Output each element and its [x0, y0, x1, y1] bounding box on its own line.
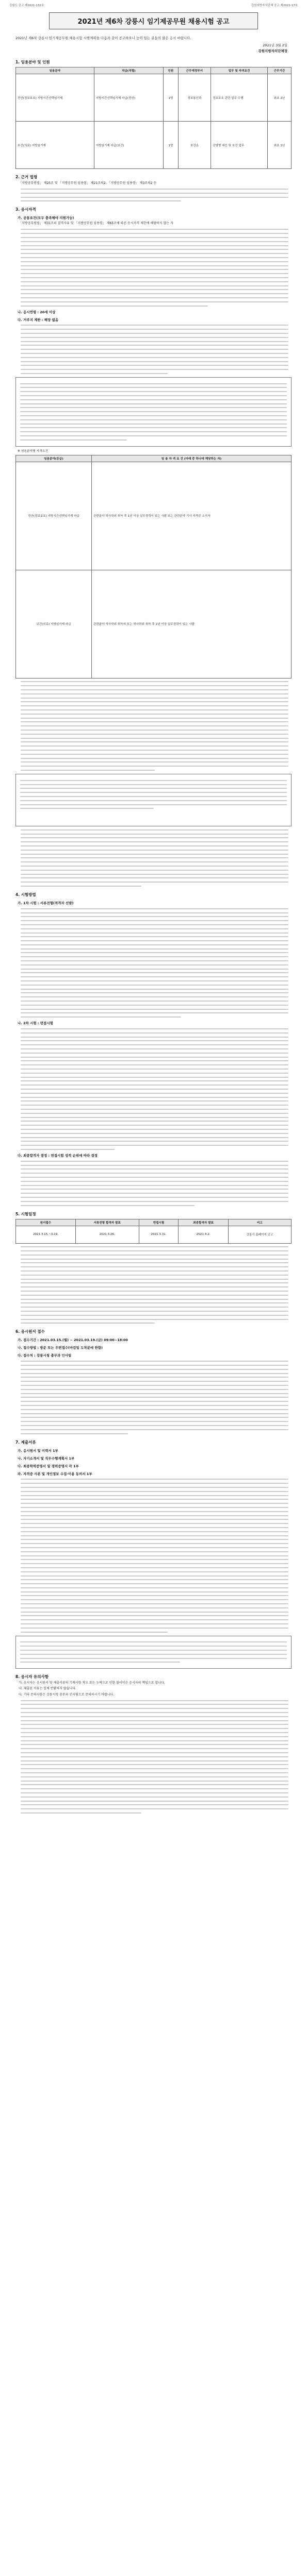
- caution-b: 나. 제출된 서류는 일체 반환하지 않습니다.: [19, 1687, 76, 1691]
- table-header-cell: 최종합격자 발표: [179, 1219, 228, 1226]
- apply-a: 가. 접수기간 : 2021.03.15.(월) ~ 2021.03.19.(금) 09:00~18:00: [18, 1338, 128, 1343]
- table-cell: 관련분야 학사학위 취득 후 1년 이상 실무경력이 있는 사람 또는 관련분야 기사 자격증 소지자: [92, 462, 292, 570]
- docs-b: 나. 자기소개서 및 직무수행계획서 1부: [18, 1456, 75, 1461]
- table-header-cell: 직급(직렬): [94, 67, 163, 74]
- table-header-cell: 비고: [228, 1219, 291, 1226]
- header-right: 강원지방자치단체 공고 제2021-17호: [251, 4, 298, 7]
- table-header-cell: 근무예정부서: [178, 67, 211, 74]
- qualification-table: [15, 455, 292, 679]
- header-left: 강원도 공고 제2021-132호: [9, 4, 44, 7]
- table-row: [16, 570, 292, 678]
- schedule-table: [15, 1219, 292, 1244]
- text-lines: [20, 780, 287, 809]
- table-cell: 1명: [163, 74, 178, 122]
- text-lines: [20, 383, 287, 440]
- table-cell: 보건(의료) 지방임기제 라급: [16, 570, 92, 678]
- table-cell: 보건(의료) 지방임기제: [16, 122, 94, 169]
- qual-a-title: 가. 공통요건(모두 충족해야 지원가능): [18, 216, 74, 221]
- table-cell: 정보통신과: [178, 74, 211, 122]
- apply-c: 다. 접수처 : 강릉시청 총무과 인사팀: [18, 1353, 72, 1358]
- table-cell: 관련분야 석사학위 취득자 또는 학사학위 취득 후 2년 이상 실무경력이 있는 사람: [92, 570, 292, 678]
- apply-b: 나. 접수방법 : 방문 또는 우편접수(마감일 도착분에 한함): [18, 1346, 103, 1350]
- qual-table-caption: ※ 임용분야별 자격요건: [18, 449, 48, 453]
- text-lines: [21, 229, 288, 306]
- section-7-title: 7. 제출서류: [15, 1439, 36, 1445]
- text-lines: [21, 189, 288, 201]
- table-cell: 최초 2년: [267, 74, 291, 122]
- text-lines: [21, 325, 288, 374]
- table-cell: 최초 1년: [267, 122, 291, 169]
- caution-a: 가. 응시자는 응시원서 및 제출서류의 기재사항 착오 또는 누락으로 인한 불이익은 응시자의 책임으로 합니다.: [19, 1681, 165, 1685]
- table-cell: 2021.3.15.~3.19.: [16, 1226, 76, 1243]
- docs-c: 다. 최종학력증명서 및 경력증명서 각 1부: [18, 1464, 79, 1468]
- section-5-title: 5. 시험일정: [15, 1211, 36, 1216]
- caution-c: 다. 기타 문의사항은 강릉시청 총무과 인사팀으로 문의하시기 바랍니다.: [19, 1692, 115, 1697]
- table-cell: 감염병 대응 및 보건 업무: [211, 122, 268, 169]
- table-cell: 강릉시 홈페이지 공고: [228, 1226, 291, 1243]
- section-4-title: 4. 시험방법: [15, 892, 36, 897]
- text-lines: [21, 681, 288, 771]
- table-header-row: [16, 67, 292, 74]
- method-b-title: 나. 2차 시험 : 면접시험: [18, 1021, 53, 1026]
- method-a-title: 가. 1차 시험 : 서류전형(적격자 선발): [18, 901, 74, 905]
- table-header-cell: 임 용 자 격 요 건 (아래 중 하나에 해당하는 자): [92, 455, 292, 462]
- issuer: 강원지방자치단체장: [258, 49, 287, 53]
- table-row: [16, 462, 292, 570]
- text-lines: [21, 1246, 288, 1324]
- announcement-date: 2021년 3월 2일: [263, 43, 287, 47]
- text-lines: [21, 908, 288, 1018]
- table-header-cell: 원서접수: [16, 1219, 76, 1226]
- qual-a-text: 「지방공무원법」 제31조의 결격사유 및 「지방공무원 임용령」 제65조에 따른 응시자격 제한에 해당하지 않는 자: [19, 222, 173, 226]
- text-lines: [21, 1361, 288, 1434]
- table-cell: 2021.3.26.: [75, 1226, 139, 1243]
- section-3-title: 3. 응시자격: [15, 207, 36, 212]
- text-lines: [21, 1161, 288, 1206]
- qual-b-title: 나. 응시연령 : 20세 이상: [18, 310, 56, 314]
- section-1-title: 1. 임용분야 및 인원: [15, 60, 50, 64]
- table-header-cell: 인원: [163, 67, 178, 74]
- section-8-title: 8. 응시자 유의사항: [15, 1674, 49, 1680]
- notice-box: [15, 377, 292, 447]
- table-header-cell: 임용분야(등급): [16, 455, 92, 462]
- notice-box: [15, 1636, 292, 1669]
- table-header-row: [16, 1219, 292, 1226]
- document-title: 2021년 제6차 강릉시 임기제공무원 채용시험 공고: [49, 12, 258, 29]
- table-cell: 전산(정보보호) 지방시간선택임기제: [16, 74, 94, 122]
- text-lines: [20, 1641, 287, 1663]
- table-cell: 1명: [163, 122, 178, 169]
- text-lines: [21, 1700, 288, 1814]
- qual-c-title: 다. 거주지 제한 : 해당 없음: [18, 317, 59, 322]
- law-text: 「지방공무원법」 제25조 및 「지방공무원 임용령」 제21조의2, 「지방공무원 임용령」 제3조의2 등: [19, 181, 157, 185]
- table-row: [16, 74, 292, 122]
- table-row: [16, 122, 292, 169]
- docs-a: 가. 응시원서 및 이력서 1부: [18, 1448, 58, 1453]
- section-2-title: 2. 근거 법령: [15, 175, 38, 179]
- table-header-cell: 임용분야: [16, 67, 94, 74]
- table-header-row: [16, 455, 292, 462]
- table-header-cell: 업무 및 자격요건: [211, 67, 268, 74]
- date-block: [0, 43, 287, 54]
- table-cell: 지방임기제 라급(보건): [94, 122, 163, 169]
- section-6-title: 6. 응시원서 접수: [15, 1329, 45, 1334]
- table-cell: 보건소: [178, 122, 211, 169]
- table-cell: 2021.3.31.: [139, 1226, 179, 1243]
- table-header-cell: 면접시험: [139, 1219, 179, 1226]
- table-row: [16, 1226, 292, 1243]
- table-cell: 전산(정보보호) 지방시간선택임기제 마급: [16, 462, 92, 570]
- method-c-title: 다. 최종합격자 결정 : 면접시험 성적 순위에 따라 결정: [18, 1153, 98, 1158]
- intro-paragraph: 2021년 제6차 강릉시 임기제공무원 채용시험 시행계획을 다음과 같이 공고하오니 능력 있는 분들의 많은 응시 바랍니다.: [15, 36, 191, 40]
- text-lines: [21, 1028, 288, 1150]
- table-cell: 정보보호 관련 업무 수행: [211, 74, 268, 122]
- docs-d: 라. 자격증 사본 및 개인정보 수집·이용 동의서 1부: [18, 1471, 92, 1476]
- document-header: [0, 0, 307, 7]
- table-cell: 2021.4.2.: [179, 1226, 228, 1243]
- table-header-cell: 서류전형 합격자 발표: [75, 1219, 139, 1226]
- text-lines: [21, 829, 288, 887]
- table-cell: 지방시간선택임기제 마급(전산): [94, 74, 163, 122]
- positions-table: [15, 67, 292, 169]
- table-header-cell: 근무기간: [267, 67, 291, 74]
- text-lines: [21, 1479, 288, 1632]
- notice-box: [15, 774, 292, 826]
